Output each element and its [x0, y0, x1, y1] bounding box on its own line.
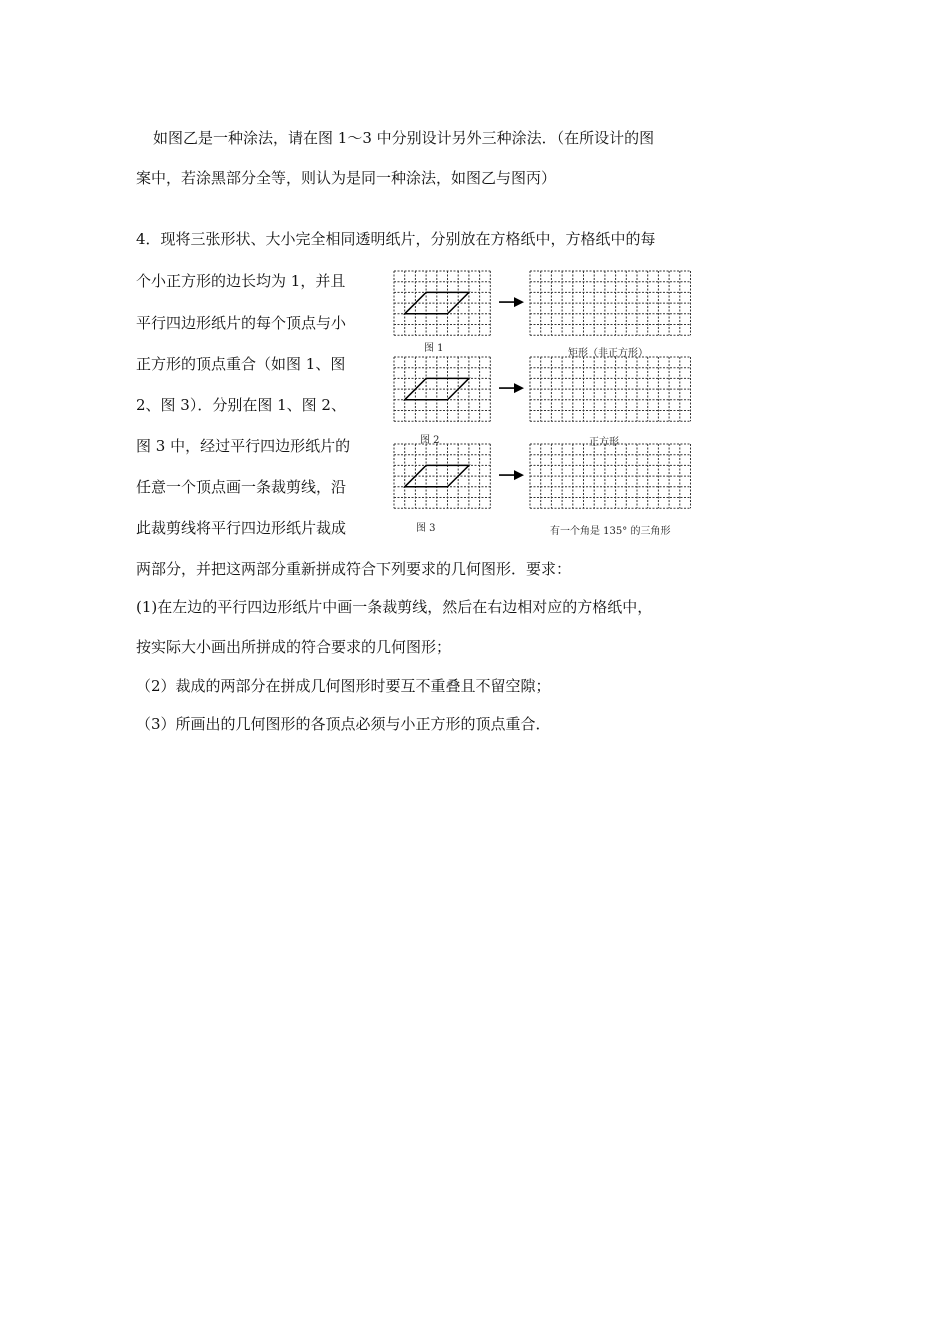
target-label-2: 正方形 [589, 437, 619, 448]
left-grid-3 [394, 444, 490, 508]
arrow-1-head [514, 297, 524, 307]
figure-label-1: 图 1 [424, 343, 444, 354]
left-grid-2 [394, 357, 490, 421]
problem4-side-line-6: 任意一个顶点画一条裁剪线，沿 [136, 478, 347, 496]
arrow-3-head [514, 470, 524, 480]
right-grid-3 [530, 444, 691, 508]
target-label-3: 有一个角是 135° 的三角形 [550, 526, 671, 537]
target-label-1: 矩形（非正方形） [568, 348, 648, 359]
requirement-3: （3）所画出的几何图形的各顶点必须与小正方形的顶点重合． [136, 715, 551, 733]
problem4-side-line-2: 平行四边形纸片的每个顶点与小 [136, 314, 347, 332]
problem4-side-line-3: 正方形的顶点重合（如图 1、图 [136, 355, 346, 373]
requirement-1a: (1)在左边的平行四边形纸片中画一条裁剪线，然后在右边相对应的方格纸中， [136, 598, 653, 616]
problem4-side-line-4: 2、图 3）．分别在图 1、图 2、 [136, 396, 346, 414]
left-grid-1 [394, 271, 490, 335]
right-grid-2 [530, 357, 691, 421]
intro-line-2: 案中，若涂黑部分全等，则认为是同一种涂法，如图乙与图丙） [136, 169, 557, 187]
intro-line-1: 如图乙是一种涂法，请在图 1～3 中分别设计另外三种涂法．（在所设计的图 [153, 129, 655, 147]
problem4-side-line-1: 个小正方形的边长均为 1，并且 [136, 272, 346, 290]
figure-label-2: 图 2 [420, 435, 440, 446]
requirement-1b: 按实际大小画出所拼成的符合要求的几何图形； [136, 638, 452, 656]
problem4-line-1: 4．现将三张形状、大小完全相同透明纸片，分别放在方格纸中，方格纸中的每 [136, 230, 656, 248]
arrow-2-head [514, 383, 524, 393]
problem4-after-line: 两部分，并把这两部分重新拼成符合下列要求的几何图形．要求： [136, 560, 572, 578]
figure-label-3: 图 3 [416, 523, 436, 534]
requirement-2: （2）裁成的两部分在拼成几何图形时要互不重叠且不留空隙； [136, 677, 551, 695]
right-grid-1 [530, 271, 691, 335]
problem4-side-line-5: 图 3 中，经过平行四边形纸片的 [136, 437, 351, 455]
problem4-side-line-7: 此裁剪线将平行四边形纸片裁成 [136, 519, 347, 537]
